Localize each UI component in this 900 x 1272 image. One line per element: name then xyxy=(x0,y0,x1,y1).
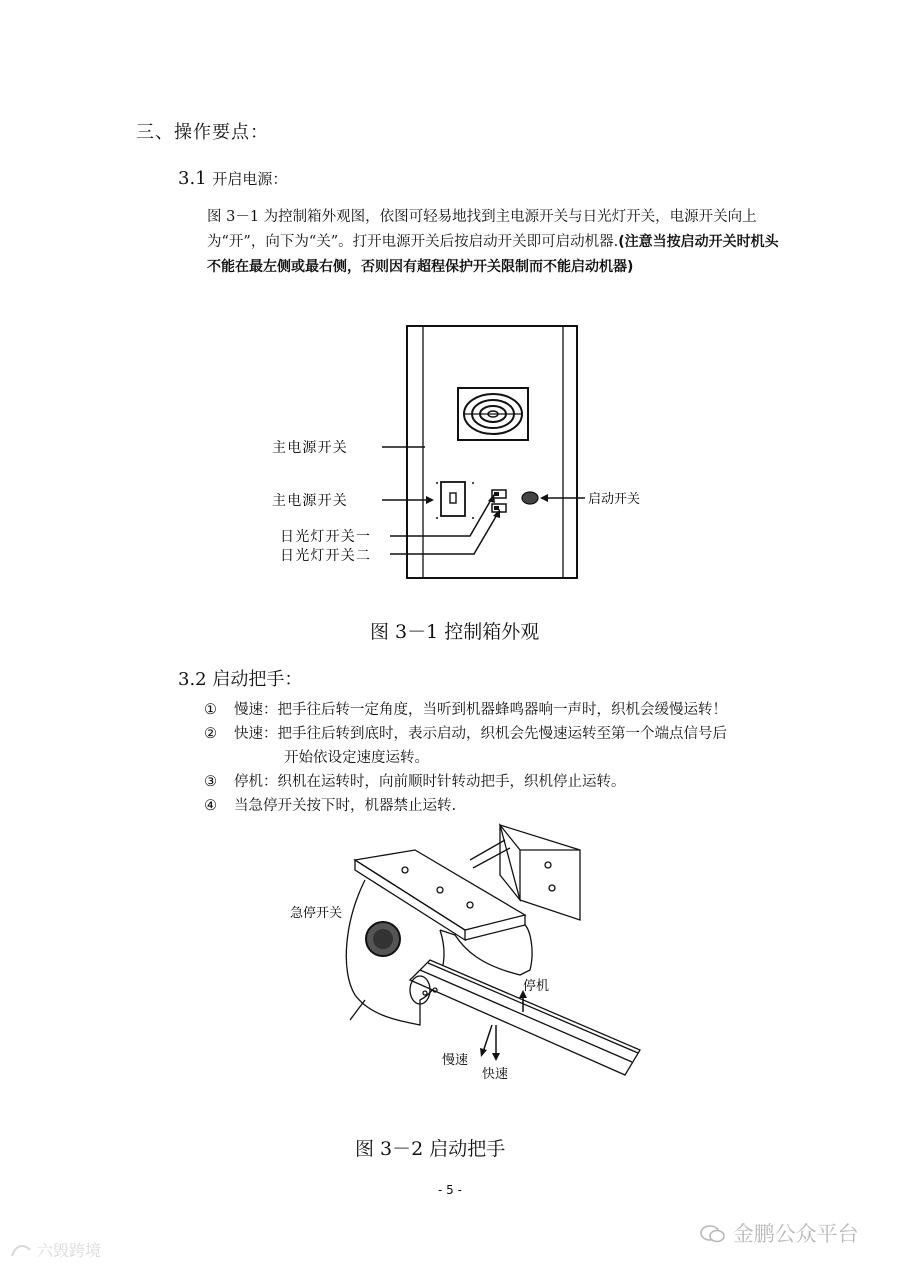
watermark-right xyxy=(700,1218,859,1248)
figure-3-2-caption: 图 3－2 启动把手 xyxy=(355,1138,506,1160)
list-item-number: ③ xyxy=(204,774,217,790)
list-item-number: ① xyxy=(204,702,217,718)
list-item-text: 快速：把手往后转到底时，表示启动，织机会先慢速运转至第一个端点信号后 xyxy=(234,726,727,742)
control-box-outline xyxy=(407,326,577,578)
label-lamp-switch-2: 日光灯开关二 xyxy=(280,548,372,564)
subsection-number: 3.1 xyxy=(178,168,207,189)
watermark-left-text: 六毁跨境 xyxy=(37,1241,102,1260)
label-main-power-2: 主电源开关 xyxy=(272,493,348,509)
watermark-text: 金鹏公众平台 xyxy=(732,1222,859,1246)
list-item-number: ② xyxy=(204,726,217,742)
start-button-icon xyxy=(522,492,538,504)
section-title: 三、操作要点： xyxy=(136,122,269,143)
fan-icon xyxy=(458,388,528,440)
start-handle-figure xyxy=(290,820,650,1090)
subsection-3-1-heading xyxy=(178,168,287,189)
operation-list xyxy=(204,698,727,818)
list-item-number: ④ xyxy=(204,798,217,814)
watermark-left xyxy=(10,1238,101,1261)
label-main-power-1: 主电源开关 xyxy=(272,440,348,456)
list-item xyxy=(204,722,727,770)
subsection-title: 开启电源： xyxy=(212,170,288,188)
list-item-text: 停机：织机在运转时，向前顺时针转动把手，织机停止运转。 xyxy=(234,774,626,790)
list-item xyxy=(204,698,727,722)
subsection-3-2-heading: 3.2 启动把手： xyxy=(178,669,303,690)
wechat-icon xyxy=(700,1224,726,1244)
page-number: - 5 - xyxy=(438,1183,462,1197)
paragraph-note-bold: (注意当按启动开关时机头不能在最左侧或最右侧，否则因有超程保护开关限制而不能启动机器) xyxy=(207,234,779,275)
paragraph-text: 图 3－1 为控制箱外观图，依图可轻易地找到主电源开关与日光灯开关，电源开关向上为“开”，向下为“关”。打开电源开关后按启动开关即可启动机器. xyxy=(207,209,757,250)
list-item-continuation: 开始依设定速度运转。 xyxy=(284,750,429,766)
label-fast: 快速 xyxy=(482,1067,509,1082)
label-slow: 慢速 xyxy=(442,1053,469,1068)
paragraph-3-1 xyxy=(207,205,782,280)
list-item-text: 当急停开关按下时，机器禁止运转. xyxy=(234,798,457,814)
label-lamp-switch-1: 日光灯开关一 xyxy=(280,529,372,545)
label-emergency-stop: 急停开关 xyxy=(290,906,343,921)
list-item xyxy=(204,794,727,818)
main-power-switch-icon xyxy=(436,482,474,519)
label-start-switch: 启动开关 xyxy=(588,492,641,507)
list-item-text: 慢速：把手往后转一定角度，当听到机器蜂鸣器响一声时，织机会缓慢运转！ xyxy=(234,702,727,718)
list-item xyxy=(204,770,727,794)
brand-logo-icon xyxy=(10,1242,32,1258)
control-box-figure xyxy=(270,320,650,582)
figure-3-1-caption: 图 3－1 控制箱外观 xyxy=(370,621,540,643)
label-stop: 停机 xyxy=(523,979,550,994)
